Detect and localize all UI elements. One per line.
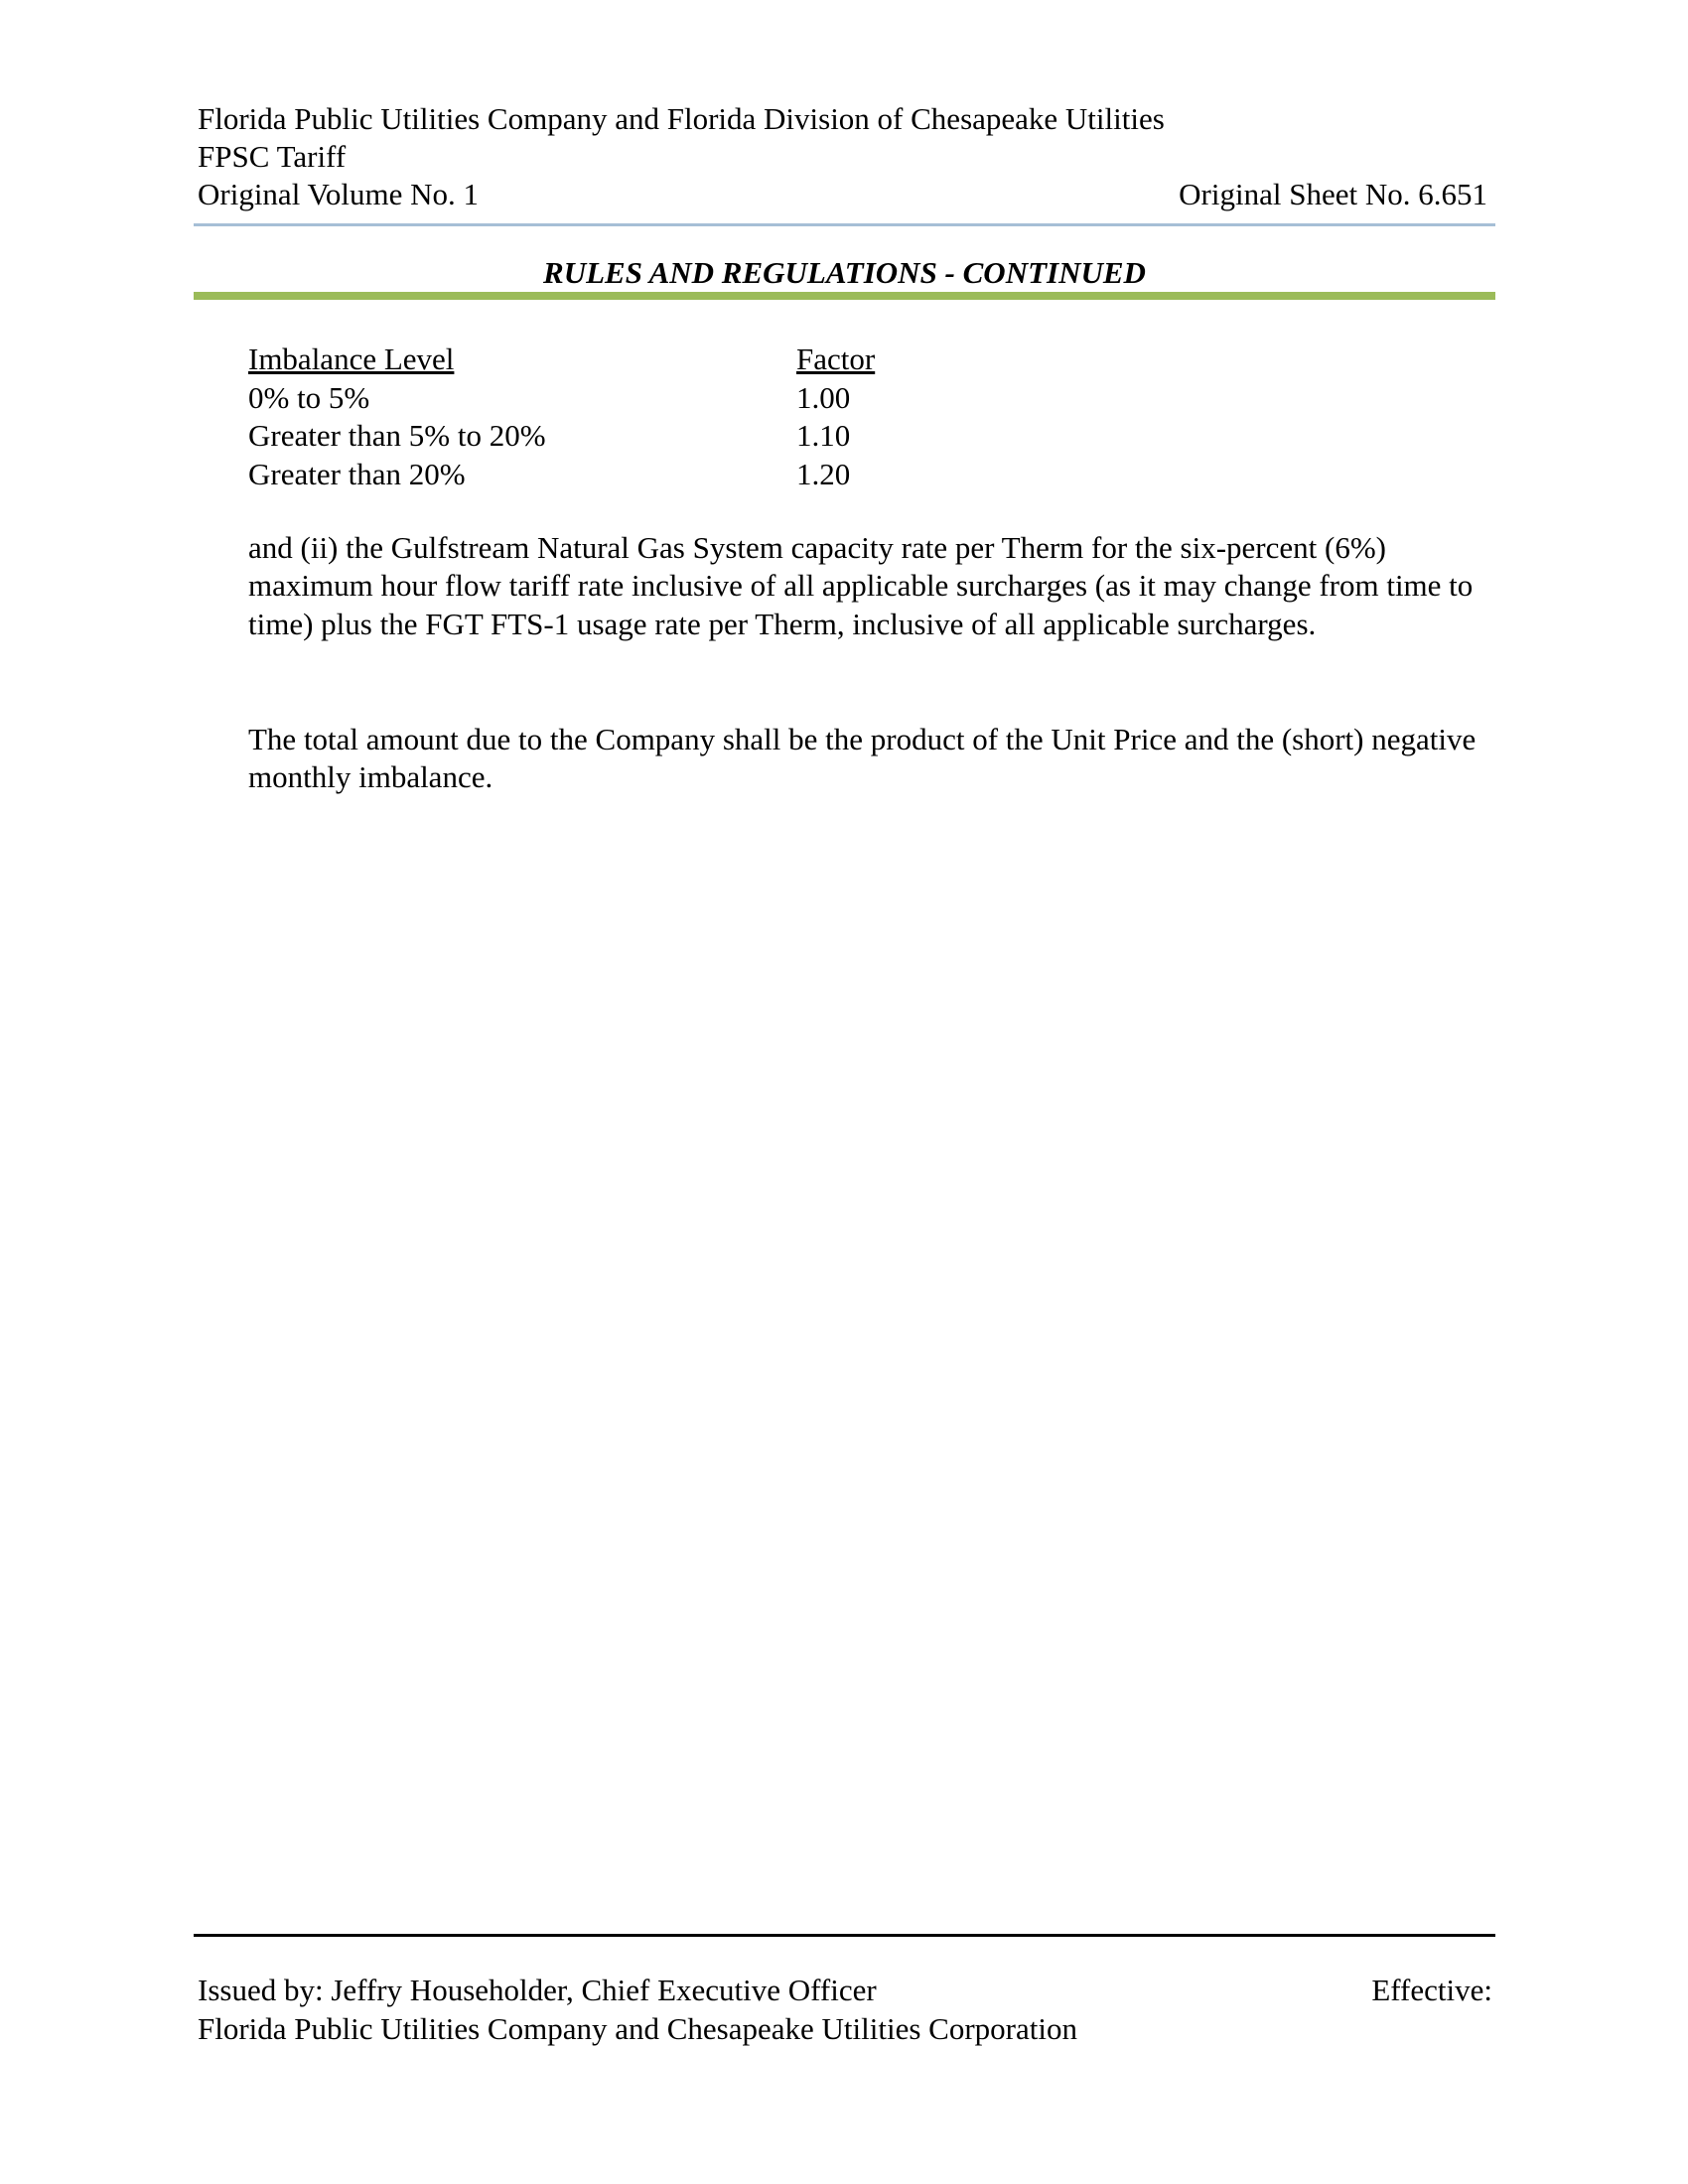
column-header-factor: Factor [796, 341, 876, 376]
table-row [248, 379, 995, 418]
footer-companies: Florida Public Utilities Company and Chesapeake Utilities Corporation [198, 2011, 1077, 2046]
title-rule [194, 292, 1495, 300]
column-header-imbalance-level: Imbalance Level [248, 341, 455, 376]
header-volume: Original Volume No. 1 [198, 177, 480, 211]
header-rule [194, 223, 1495, 226]
imbalance-level-cell: Greater than 5% to 20% [248, 418, 546, 453]
imbalance-factor-table [248, 341, 995, 493]
factor-cell: 1.20 [796, 456, 851, 491]
imbalance-level-cell: 0% to 5% [248, 379, 370, 415]
header-company-line: Florida Public Utilities Company and Florida Division of Chesapeake Utilities [198, 101, 1165, 136]
paragraph-capacity-rate: and (ii) the Gulfstream Natural Gas System capacity rate per Therm for the six-percent (6%) maximum hour flow tariff rate inclusive of all applicable surcharges (as it may change from time to time) plus the FGT FTS-1 usage rate per Therm, inclusive of all applicable surcharges. [248, 530, 1474, 641]
table-row [248, 417, 995, 456]
footer-issued-by: Issued by: Jeffry Householder, Chief Executive Officer [198, 1973, 877, 2007]
header-tariff-line: FPSC Tariff [198, 139, 347, 174]
paragraph-total-amount: The total amount due to the Company shall be the product of the Unit Price and the (short) negative monthly imbalance. [248, 722, 1477, 795]
table-row [248, 456, 995, 494]
footer-effective: Effective: [1371, 1973, 1492, 2007]
header-sheet-number: Original Sheet No. 6.651 [1179, 177, 1487, 211]
section-title: RULES AND REGULATIONS - CONTINUED [543, 255, 1146, 290]
table-header-row [248, 341, 995, 379]
imbalance-level-cell: Greater than 20% [248, 456, 466, 491]
factor-cell: 1.00 [796, 379, 851, 415]
footer-rule [194, 1934, 1495, 1937]
factor-cell: 1.10 [796, 418, 851, 453]
